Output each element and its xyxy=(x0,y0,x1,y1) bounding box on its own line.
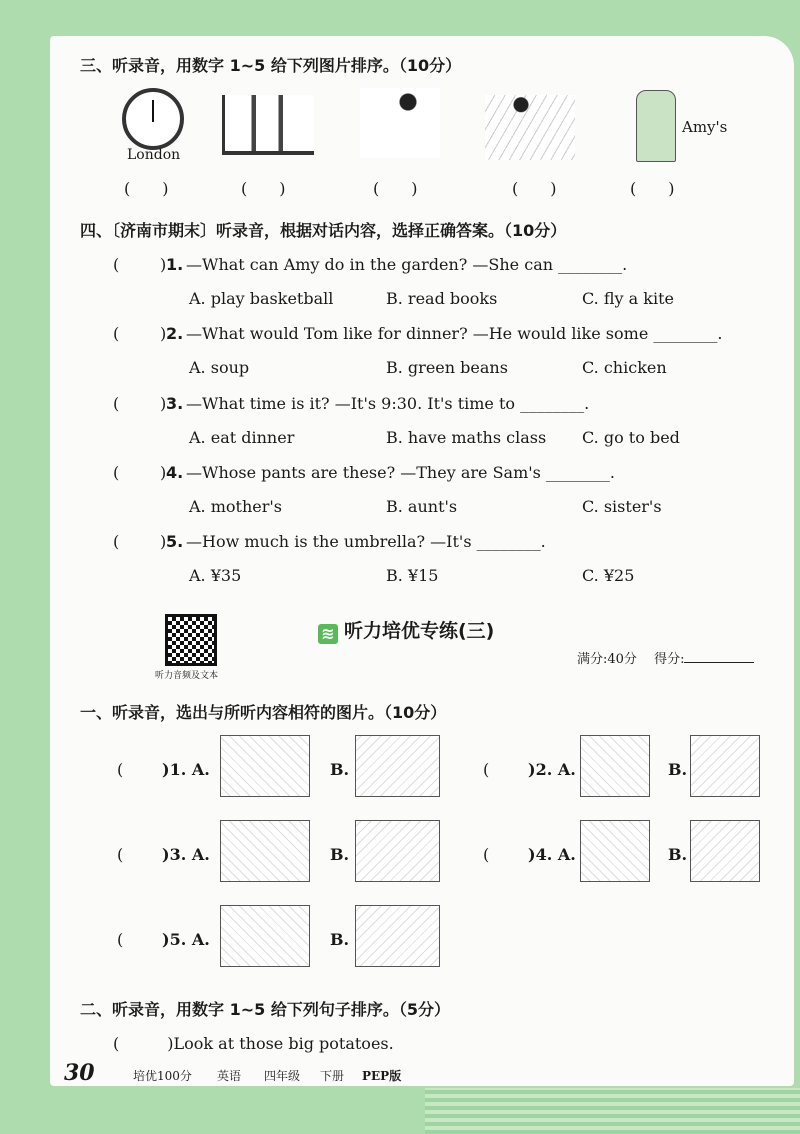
dress-label: Amy's xyxy=(682,118,728,136)
windy-day-picture xyxy=(485,95,575,160)
question-number: )4. A. xyxy=(528,845,576,864)
answer-option: A. ¥35 xyxy=(189,566,242,585)
answer-open-paren[interactable]: ( xyxy=(113,532,120,551)
answer-option: C. ¥25 xyxy=(582,566,635,585)
answer-option: B. read books xyxy=(386,289,498,308)
answer-blank[interactable]: ) xyxy=(160,394,167,413)
decorative-stripes xyxy=(425,1088,800,1134)
question-text: —What can Amy do in the garden? —She can ________. xyxy=(186,255,628,274)
answer-option: B. green beans xyxy=(386,358,508,377)
option-b-label: B. xyxy=(330,845,350,864)
answer-open-paren[interactable]: ( xyxy=(483,760,490,779)
answer-option: A. eat dinner xyxy=(189,428,295,447)
question-text: —Whose pants are these? —They are Sam's ________. xyxy=(186,463,616,482)
answer-blank[interactable]: ) xyxy=(160,532,167,551)
footer-subject: 英语 xyxy=(217,1069,242,1083)
page-number: 30 xyxy=(64,1060,95,1086)
answer-option: A. soup xyxy=(189,358,250,377)
classroom-door-picture xyxy=(222,95,314,155)
unit-title: ≋ 听力培优专练(三) xyxy=(318,616,494,644)
question-number: 4. xyxy=(166,463,184,482)
part2-title: 二、听录音，用数字 1~5 给下列句子排序。（5分） xyxy=(80,1000,450,1019)
option-b-label: B. xyxy=(668,845,688,864)
answer-open-paren[interactable]: ( xyxy=(117,760,124,779)
footer-grade: 四年级 xyxy=(264,1069,301,1083)
answer-option: B. aunt's xyxy=(386,497,458,516)
answer-open-paren[interactable]: ( xyxy=(113,255,120,274)
clock-label: London xyxy=(127,147,181,163)
answer-blank[interactable]: ) xyxy=(160,463,167,482)
question-number: )5. A. xyxy=(162,930,210,949)
answer-option: C. sister's xyxy=(582,497,662,516)
answer-option: A. mother's xyxy=(189,497,282,516)
option-b-picture[interactable] xyxy=(690,735,760,797)
answer-blank[interactable]: ( ) xyxy=(373,179,418,198)
score-info: 满分:40分 得分: xyxy=(577,648,754,667)
option-b-label: B. xyxy=(330,760,350,779)
question-text: —What time is it? —It's 9:30. It's time to ________. xyxy=(186,394,590,413)
section4-title: 四、〔济南市期末〕听录音，根据对话内容，选择正确答案。（10分） xyxy=(80,221,567,240)
option-a-picture[interactable] xyxy=(220,905,310,967)
question-number: 5. xyxy=(166,532,184,551)
question-number: 3. xyxy=(166,394,184,413)
question-number: )2. A. xyxy=(528,760,576,779)
boy-walking-picture xyxy=(360,88,440,158)
answer-blank[interactable]: ( ) xyxy=(512,179,557,198)
footer-book: 培优100分 xyxy=(133,1069,192,1083)
question-text: —What would Tom like for dinner? —He would like some ________. xyxy=(186,324,723,343)
question-text: —How much is the umbrella? —It's ________. xyxy=(186,532,546,551)
answer-blank[interactable]: ( ) xyxy=(630,179,675,198)
option-b-label: B. xyxy=(668,760,688,779)
score-blank[interactable] xyxy=(684,662,754,663)
clock-picture xyxy=(122,88,184,150)
answer-open-paren[interactable]: ( xyxy=(113,394,120,413)
option-b-label: B. xyxy=(330,930,350,949)
footer-volume: 下册 xyxy=(320,1069,345,1083)
question-number: 1. xyxy=(166,255,184,274)
answer-blank[interactable]: ( ) xyxy=(124,179,169,198)
footer-edition: PEP版 xyxy=(362,1069,402,1083)
answer-open-paren[interactable]: ( xyxy=(117,930,124,949)
sentence-item: ( )Look at those big potatoes. xyxy=(113,1034,394,1053)
option-a-picture[interactable] xyxy=(580,820,650,882)
sound-wave-icon: ≋ xyxy=(318,624,338,644)
answer-open-paren[interactable]: ( xyxy=(113,324,120,343)
option-b-picture[interactable] xyxy=(355,735,440,797)
section3-title: 三、听录音，用数字 1~5 给下列图片排序。（10分） xyxy=(80,56,462,75)
option-a-picture[interactable] xyxy=(220,820,310,882)
answer-option: C. fly a kite xyxy=(582,289,674,308)
option-b-picture[interactable] xyxy=(355,905,440,967)
qr-code[interactable] xyxy=(165,614,217,666)
part1-title: 一、听录音，选出与所听内容相符的图片。（10分） xyxy=(80,703,447,722)
option-a-picture[interactable] xyxy=(220,735,310,797)
answer-option: B. ¥15 xyxy=(386,566,439,585)
answer-open-paren[interactable]: ( xyxy=(113,463,120,482)
answer-option: A. play basketball xyxy=(189,289,334,308)
answer-blank[interactable]: ) xyxy=(160,255,167,274)
question-number: )1. A. xyxy=(162,760,210,779)
answer-open-paren[interactable]: ( xyxy=(483,845,490,864)
dress-picture xyxy=(636,90,676,162)
question-number: 2. xyxy=(166,324,184,343)
option-a-picture[interactable] xyxy=(580,735,650,797)
option-b-picture[interactable] xyxy=(355,820,440,882)
answer-blank[interactable]: ( ) xyxy=(241,179,286,198)
answer-open-paren[interactable]: ( xyxy=(117,845,124,864)
answer-option: B. have maths class xyxy=(386,428,547,447)
question-number: )3. A. xyxy=(162,845,210,864)
option-b-picture[interactable] xyxy=(690,820,760,882)
answer-option: C. go to bed xyxy=(582,428,680,447)
answer-blank[interactable]: ) xyxy=(160,324,167,343)
qr-label: 听力音频及文本 xyxy=(155,671,219,681)
answer-option: C. chicken xyxy=(582,358,667,377)
